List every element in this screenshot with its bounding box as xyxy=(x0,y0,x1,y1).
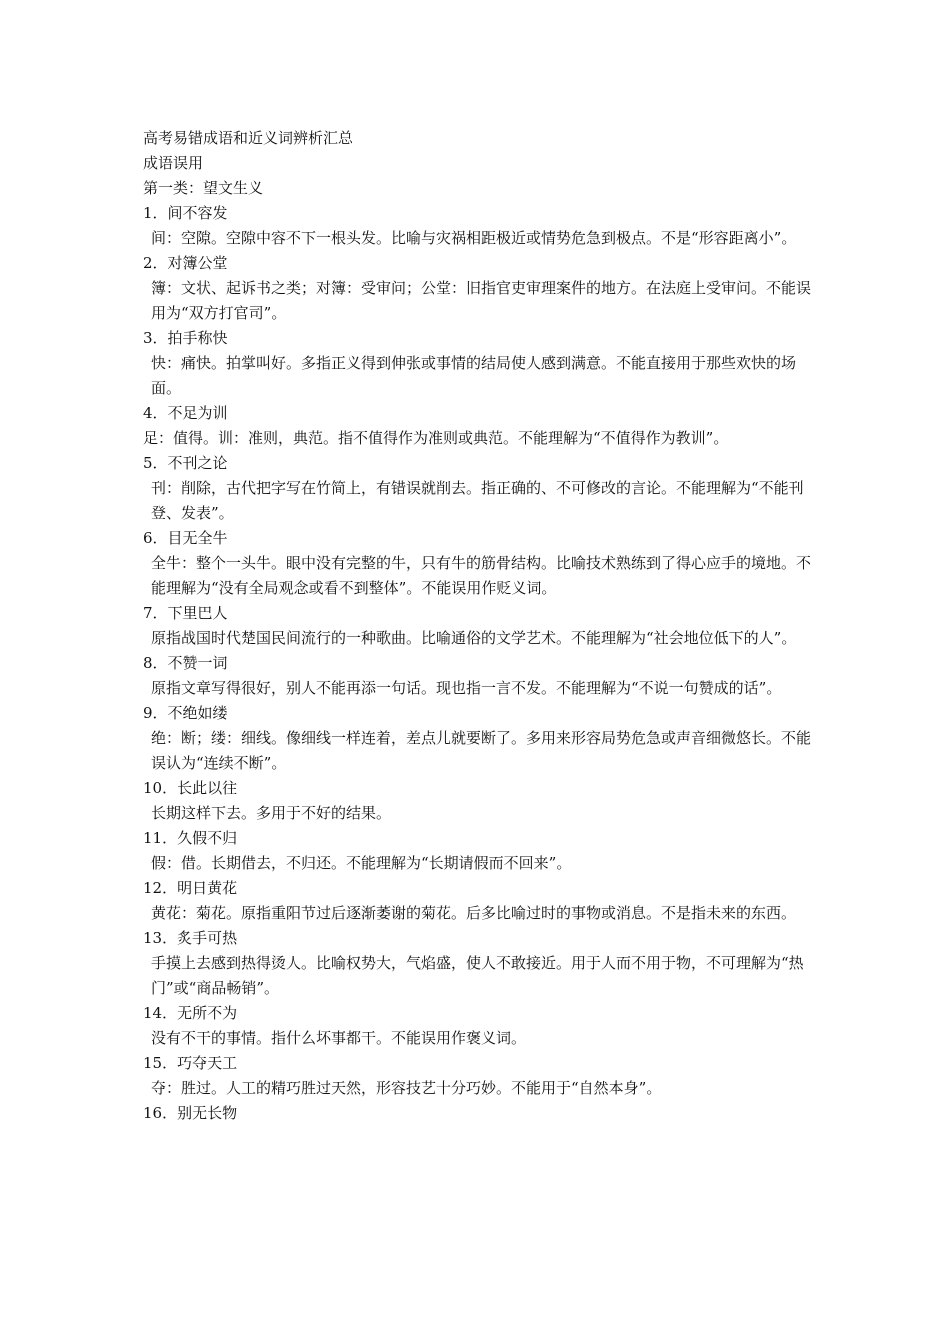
entry-heading: 4．不足为训 xyxy=(143,404,228,422)
entry-list xyxy=(143,201,823,1126)
entry-heading: 13．炙手可热 xyxy=(143,929,238,947)
entry-body: 长期这样下去。多用于不好的结果。 xyxy=(151,804,392,822)
entry-heading: 16．别无长物 xyxy=(143,1104,238,1122)
entry-heading: 6．目无全牛 xyxy=(143,529,228,547)
entry-body: 绝：断；缕：细线。像细线一样连着，差点儿就要断了。多用来形容局势危急或声音细微悠长。不能误认为“连续不断”。 xyxy=(151,729,812,772)
entry-heading: 11．久假不归 xyxy=(143,829,238,847)
entry-heading: 8．不赞一词 xyxy=(143,654,228,672)
entry-body: 足：值得。训：准则，典范。指不值得作为准则或典范。不能理解为“不值得作为教训”。 xyxy=(143,429,729,447)
entry-body: 快：痛快。拍掌叫好。多指正义得到伸张或事情的结局使人感到满意。不能直接用于那些欢快的场面。 xyxy=(151,354,797,397)
entry-body: 没有不干的事情。指什么坏事都干。不能误用作褒义词。 xyxy=(151,1029,527,1047)
document-page xyxy=(143,126,823,1126)
entry-heading: 7．下里巴人 xyxy=(143,604,228,622)
entry-heading: 5．不刊之论 xyxy=(143,454,228,472)
entry-heading: 15．巧夺天工 xyxy=(143,1054,238,1072)
category-heading: 第一类：望文生义 xyxy=(143,179,264,197)
entry-body: 刊：削除，古代把字写在竹简上，有错误就削去。指正确的、不可修改的言论。不能理解为“不能刊登、发表”。 xyxy=(151,479,804,522)
entry-body: 原指文章写得很好，别人不能再添一句话。现也指一言不发。不能理解为“不说一句赞成的话”。 xyxy=(151,679,782,697)
entry-heading: 9．不绝如缕 xyxy=(143,704,228,722)
document-title: 高考易错成语和近义词辨析汇总 xyxy=(143,129,354,147)
entry-body: 假：借。长期借去，不归还。不能理解为“长期请假而不回来”。 xyxy=(151,854,572,872)
entry-body: 夺：胜过。人工的精巧胜过天然，形容技艺十分巧妙。不能用于“自然本身”。 xyxy=(151,1079,662,1097)
section-heading: 成语误用 xyxy=(143,154,204,172)
entry-heading: 12．明日黄花 xyxy=(143,879,238,897)
entry-heading: 2．对簿公堂 xyxy=(143,254,228,272)
entry-body: 黄花：菊花。原指重阳节过后逐渐萎谢的菊花。后多比喻过时的事物或消息。不是指未来的东西。 xyxy=(151,904,797,922)
entry-body: 原指战国时代楚国民间流行的一种歌曲。比喻通俗的文学艺术。不能理解为“社会地位低下的人”。 xyxy=(151,629,797,647)
entry-body: 手摸上去感到热得烫人。比喻权势大，气焰盛，使人不敢接近。用于人而不用于物，不可理解为“热门”或“商品畅销”。 xyxy=(151,954,804,997)
entry-heading: 10．长此以往 xyxy=(143,779,238,797)
entry-body: 簿：文状、起诉书之类；对簿：受审问；公堂：旧指官吏审理案件的地方。在法庭上受审问。不能误用为“双方打官司”。 xyxy=(151,279,812,322)
entry-heading: 1．间不容发 xyxy=(143,204,228,222)
entry-body: 间：空隙。空隙中容不下一根头发。比喻与灾祸相距极近或情势危急到极点。不是“形容距离小”。 xyxy=(151,229,797,247)
entry-heading: 3．拍手称快 xyxy=(143,329,228,347)
entry-body: 全牛：整个一头牛。眼中没有完整的牛，只有牛的筋骨结构。比喻技术熟练到了得心应手的境地。不能理解为“没有全局观念或看不到整体”。不能误用作贬义词。 xyxy=(151,554,812,597)
entry-heading: 14．无所不为 xyxy=(143,1004,238,1022)
